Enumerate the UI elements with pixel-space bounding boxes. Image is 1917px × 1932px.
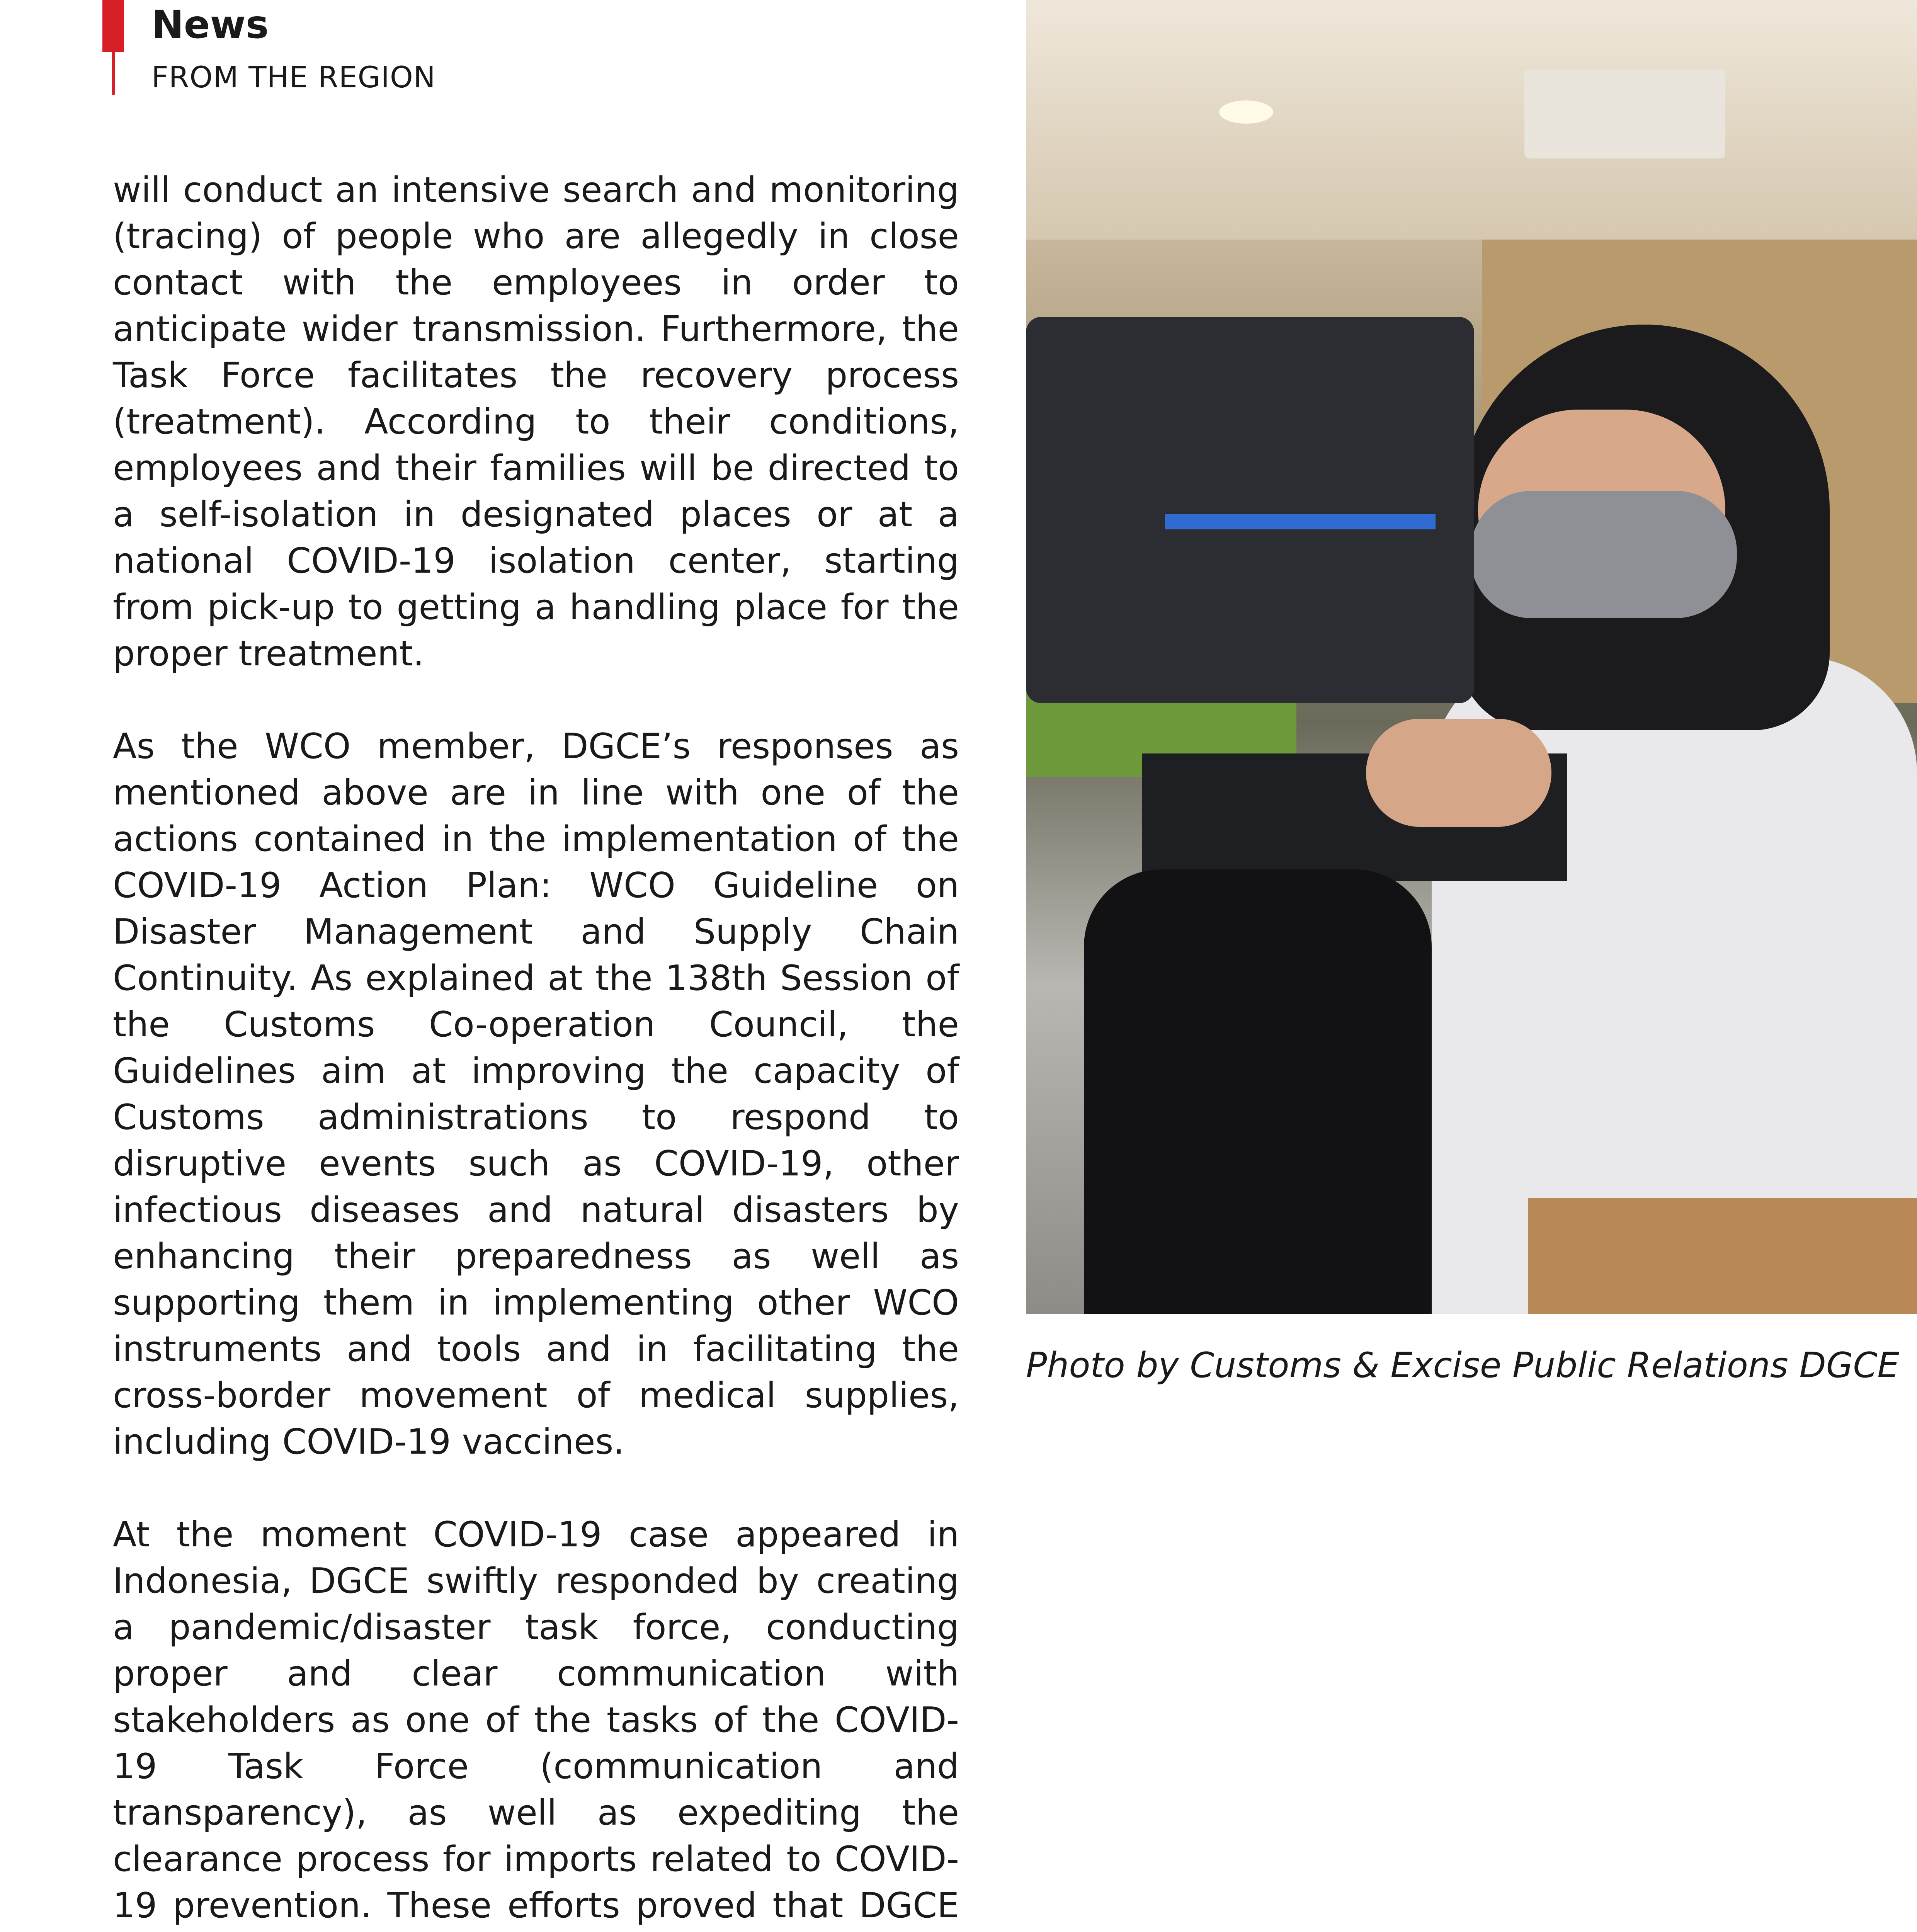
- photo-table: [1528, 1198, 1917, 1314]
- photo-ceiling: [1026, 0, 1917, 240]
- photo-microscope-stripe: [1165, 514, 1436, 529]
- photo-caption: Photo by Customs & Excise Public Relations DGCE: [1026, 1345, 1900, 1386]
- section-accent-bar: [102, 0, 124, 52]
- photo-face-mask: [1470, 491, 1737, 618]
- photo-ceiling-light: [1219, 100, 1273, 124]
- section-accent-line: [112, 52, 115, 95]
- photo-microscope-lens: [1084, 869, 1432, 1314]
- article-paragraph-3: At the moment COVID-19 case appeared in Indonesia, DGCE swiftly responded by creating a pandemic/disaster task force, conducting proper and clear communication with stakeholders as one of the tasks of the COVID-19 Task Force (communication and transparency), as well as expediting the clearance process for imports related to COVID-19 prevention. These efforts proved that DGCE: [113, 1514, 959, 1926]
- article-body: [113, 167, 959, 1932]
- section-subtitle: FROM THE REGION: [151, 60, 436, 94]
- article-photo: [1026, 0, 1917, 1314]
- photo-hand: [1366, 719, 1551, 827]
- photo-air-conditioner: [1524, 70, 1725, 158]
- photo-microscope-body: [1026, 317, 1474, 703]
- section-title: News: [151, 2, 269, 47]
- article-paragraph-2: As the WCO member, DGCE’s responses as mentioned above are in line with one of the actions contained in the implementation of the COVID-19 Action Plan: WCO Guideline on Disaster Management and Supply Chain Continuity. As explained at the 138th Session of the Customs Co-operation Council, the Guidelines aim at improving the capacity of Customs administrations to respond to disruptive events such as COVID-19, other infectious diseases and natural disasters by enhancing their preparedness as well as supporting them in implementing other WCO instruments and tools and in facilitating the cross-border movement of medical supplies, including COVID-19 vaccines.: [113, 726, 959, 1462]
- article-paragraph-1: will conduct an intensive search and monitoring (tracing) of people who are allegedly in close contact with the employees in order to anticipate wider transmission. Furthermore, the Task Force facilitates the recovery process (treatment). According to their conditions, employees and their families will be directed to a self-isolation in designated places or at a national COVID-19 isolation center, starting from pick-up to getting a handling place for the proper treatment.: [113, 170, 959, 674]
